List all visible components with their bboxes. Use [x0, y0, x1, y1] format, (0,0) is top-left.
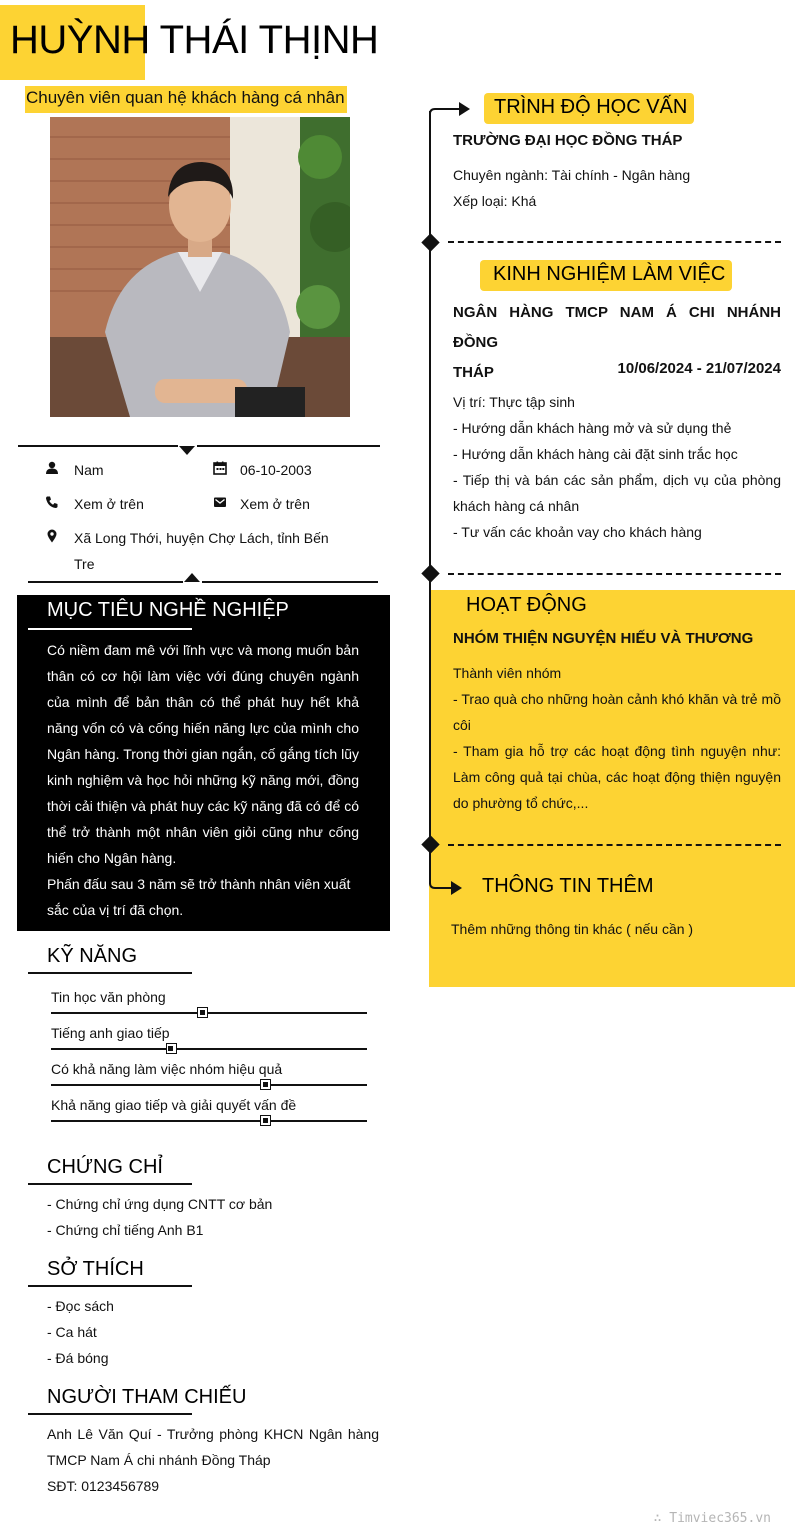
skill-level-marker: [166, 1043, 177, 1054]
skill-level-marker: [260, 1079, 271, 1090]
gender: Nam: [74, 462, 104, 478]
skill-level-marker: [260, 1115, 271, 1126]
list-item: - Đá bóng: [47, 1350, 109, 1366]
list-item: - Chứng chỉ ứng dụng CNTT cơ bản: [47, 1196, 273, 1212]
reference-text: Anh Lê Văn Quí - Trưởng phòng KHCN Ngân hàng TMCP Nam Á chi nhánh Đồng Tháp SĐT: 0123456789: [47, 1426, 379, 1494]
profile-photo: [50, 117, 350, 417]
location-icon: [45, 529, 59, 543]
certificates-underline: [28, 1183, 192, 1185]
address: Xã Long Thới, huyện Chợ Lách, tỉnh Bến Tre: [74, 530, 329, 572]
hobbies-underline: [28, 1285, 192, 1287]
skill-bar: [51, 1012, 367, 1014]
list-item: - Hướng dẫn khách hàng cài đặt sinh trắc học: [453, 446, 738, 462]
skill-bar: [51, 1084, 367, 1086]
skill-bar: [51, 1120, 367, 1122]
list-item: - Chứng chỉ tiếng Anh B1: [47, 1222, 204, 1238]
more-info-text: Thêm những thông tin khác ( nếu cần ): [451, 921, 694, 937]
activities-title: HOẠT ĐỘNG: [466, 594, 587, 616]
skill-label: Khả năng giao tiếp và giải quyết vấn đề: [51, 1097, 297, 1113]
watermark: ∴ Timviec365.vn: [653, 1511, 771, 1526]
skills-underline: [28, 972, 192, 974]
job-title: Chuyên viên quan hệ khách hàng cá nhân: [25, 86, 347, 113]
email-icon: [213, 495, 227, 509]
skills-title: KỸ NĂNG: [47, 945, 138, 967]
info-divider-bottom-left: [28, 581, 183, 583]
objective-underline: [28, 628, 192, 630]
hobbies-list: [47, 1293, 114, 1371]
skill-label: Tin học văn phòng: [51, 989, 166, 1005]
skill-label: Tiếng anh giao tiếp: [51, 1025, 170, 1041]
section-divider: [448, 241, 781, 243]
timeline-arrow-icon: [427, 862, 467, 898]
timeline-marker: [421, 233, 439, 251]
phone: Xem ở trên: [74, 496, 144, 512]
calendar-icon: [213, 461, 227, 475]
activities-details: Thành viên nhóm - Trao quà cho những hoàn cảnh khó khăn và trẻ mồ côi - Tham gia hỗ trợ các hoạt động tình nguyện như: Làm công quả tại chùa, các hoạt động thiện nguyện do phường tổ chức,...: [453, 660, 781, 816]
skill-label: Có khả năng làm việc nhóm hiệu quả: [51, 1061, 283, 1077]
timeline-line: [429, 111, 431, 884]
education-rank: Xếp loại: Khá: [453, 193, 537, 209]
user-icon: [45, 461, 59, 475]
experience-title: KINH NGHIỆM LÀM VIỆC: [493, 263, 726, 285]
info-divider-top-left: [18, 445, 178, 447]
activities-org: NHÓM THIỆN NGUYỆN HIẾU VÀ THƯƠNG: [453, 630, 754, 647]
certificates-title: CHỨNG CHỈ: [47, 1156, 163, 1178]
candidate-name: HUỲNH THÁI THỊNH: [10, 18, 379, 62]
divider-arrow-down: [179, 446, 195, 455]
list-item: - Tham gia hỗ trợ các hoạt động tình nguyện như: Làm công quả tại chùa, các hoạt động thiện nguyện do phường tổ chức,...: [453, 743, 781, 811]
certificates-list: [47, 1191, 272, 1243]
skill-bar: [51, 1048, 367, 1050]
hobbies-title: SỞ THÍCH: [47, 1258, 144, 1280]
list-item: - Tư vấn các khoản vay cho khách hàng: [453, 524, 702, 540]
info-divider-bottom-right: [202, 581, 378, 583]
birthdate: 06-10-2003: [240, 462, 312, 478]
portrait-illustration: [50, 117, 350, 417]
reference-underline: [28, 1413, 192, 1415]
section-divider: [448, 844, 781, 846]
more-info-title: THÔNG TIN THÊM: [482, 875, 654, 897]
list-item: - Ca hát: [47, 1324, 97, 1340]
education-school: TRƯỜNG ĐẠI HỌC ĐỒNG THÁP: [453, 132, 683, 149]
timeline-arrow-icon: [427, 98, 473, 124]
experience-period: 10/06/2024 - 21/07/2024: [617, 360, 781, 377]
info-divider-top-right: [197, 445, 380, 447]
objective-title: MỤC TIÊU NGHỀ NGHIỆP: [47, 599, 289, 621]
reference-title: NGƯỜI THAM CHIẾU: [47, 1386, 247, 1408]
skill-level-marker: [197, 1007, 208, 1018]
list-item: - Trao quà cho những hoàn cảnh khó khăn và trẻ mồ côi: [453, 691, 781, 733]
divider-arrow-up: [184, 573, 200, 582]
list-item: - Tiếp thị và bán các sản phẩm, dịch vụ của phòng khách hàng cá nhân: [453, 472, 781, 514]
experience-company: NGÂN HÀNG TMCP NAM Á CHI NHÁNH ĐỒNG THÁP: [453, 304, 781, 381]
list-item: - Hướng dẫn khách hàng mở và sử dụng thẻ: [453, 420, 732, 436]
section-divider: [448, 573, 781, 575]
education-title: TRÌNH ĐỘ HỌC VẤN: [494, 96, 688, 118]
phone-icon: [45, 495, 59, 509]
list-item: - Đọc sách: [47, 1298, 114, 1314]
timeline-marker: [421, 564, 439, 582]
education-major: Chuyên ngành: Tài chính - Ngân hàng: [453, 167, 691, 183]
experience-details: Vị trí: Thực tập sinh - Hướng dẫn khách hàng mở và sử dụng thẻ - Hướng dẫn khách hàng cài đặt sinh trắc học - Tiếp thị và bán các sản phẩm, dịch vụ của phòng khách hàng cá nhân - Tư vấn các khoản vay cho khách hàng: [453, 389, 781, 545]
email: Xem ở trên: [240, 496, 310, 512]
objective-text: Có niềm đam mê với lĩnh vực và mong muốn bản thân có cơ hội làm việc với đúng chuyên ngành của mình để bản thân có thể phát huy hết khả năng vốn có và cống hiến năng lực của mình cho Ngân hàng. Trong thời gian ngắn, cố gắng tích lũy kinh nghiệm và học hỏi những kỹ năng mới, đồng thời cải thiện và phát huy các kỹ năng đã có để có thể trở thành một nhân viên giỏi cũng như cống hiến cho Ngân hàng. Phấn đấu sau 3 năm sẽ trở thành nhân viên xuất sắc của vị trí đã chọn.: [47, 642, 359, 918]
